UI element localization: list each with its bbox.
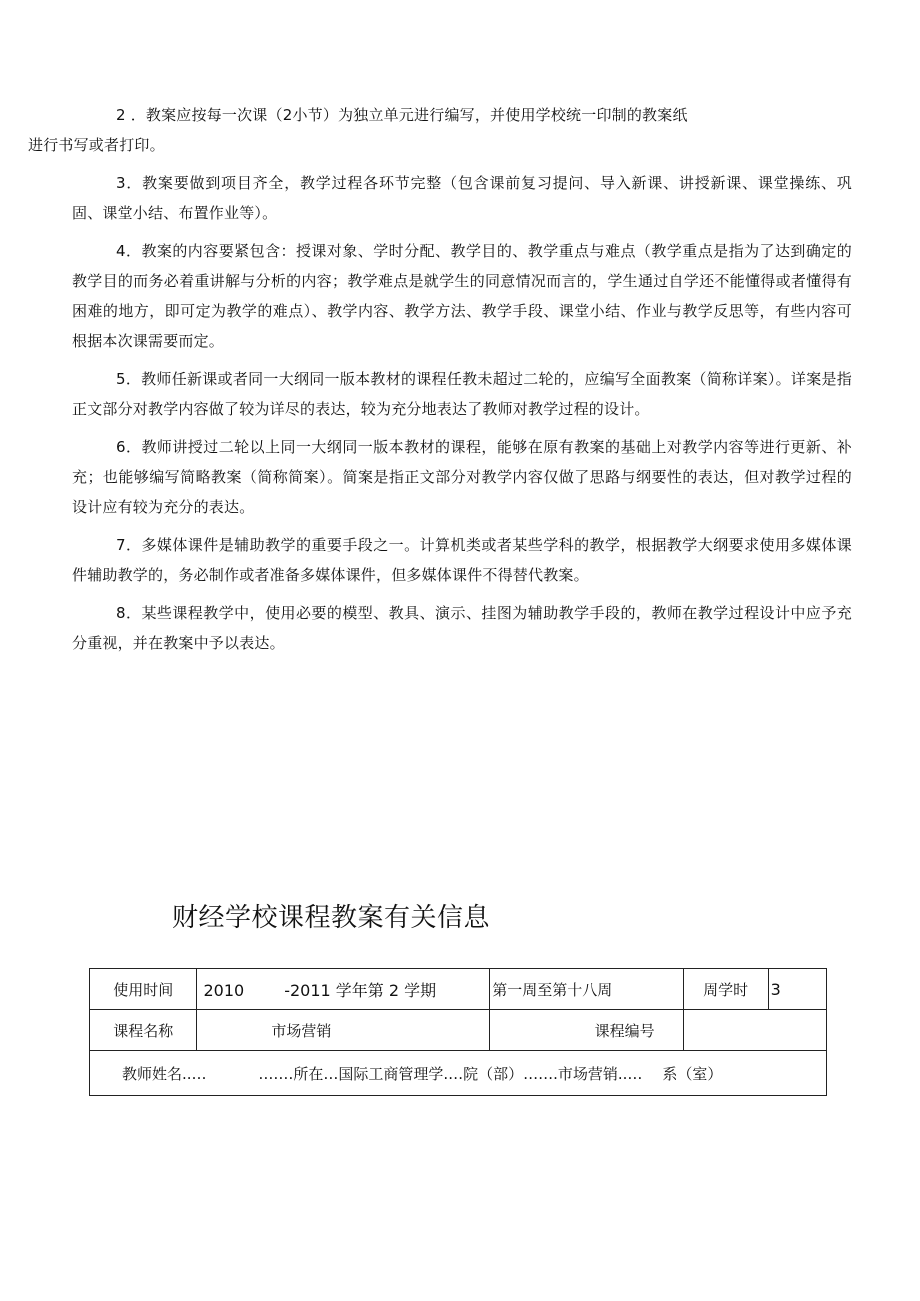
paragraph-3: 3．教案要做到项目齐全，教学过程各环节完整（包含课前复习提问、导入新课、讲授新课、课堂操练、巩固、课堂小结、布置作业等）。 [72, 174, 852, 222]
teacher-name-label: 教师姓名..… [122, 1064, 207, 1083]
paragraph-2-line-1: 2 ．教案应按每一次课（2小节）为独立单元进行编写，并使用学校统一印制的教案纸 [116, 106, 688, 124]
paragraph-6: 6．教师讲授过二轮以上同一大纲同一版本教材的课程，能够在原有教案的基础上对教学内容等进行更新、补充；也能够编写简略教案（简称简案）。简案是指正文部分对教学内容仅做了思路与纲要性的表达，但对教学过程的设计应有较为充分的表达。 [72, 438, 852, 516]
paragraph-2 [28, 100, 852, 160]
weekly-hours-label: 周学时 [683, 969, 768, 1010]
course-info-table [89, 968, 827, 1096]
table-row-usage [90, 969, 827, 1010]
year-start: 2010 [203, 980, 245, 1000]
weeks-range: 第一周至第十八周 [490, 969, 683, 1010]
course-name-label: 课程名称 [90, 1010, 197, 1051]
course-name-value: 市场营销 [197, 1010, 490, 1051]
table-row-teacher [90, 1051, 827, 1096]
teacher-department: .……所在…国际工商管理学.…院（部）…….市场营销..… [258, 1064, 643, 1083]
usage-time-label: 使用时间 [90, 969, 197, 1010]
teacher-info [90, 1051, 827, 1096]
weekly-hours-value: 3 [768, 969, 826, 1010]
table-row-course [90, 1010, 827, 1051]
paragraph-8: 8．某些课程教学中，使用必要的模型、教具、演示、挂图为辅助教学手段的，教师在教学过程设计中应予充分重视，并在教案中予以表达。 [72, 604, 852, 652]
course-code-label: 课程编号 [490, 1010, 683, 1051]
paragraph-7: 7．多媒体课件是辅助教学的重要手段之一。计算机类或者某些学科的教学，根据教学大纲要求使用多媒体课件辅助教学的，务必制作或者准备多媒体课件，但多媒体课件不得替代教案。 [72, 536, 852, 584]
info-title: 财经学校课程教案有关信息 [172, 903, 491, 933]
paragraph-2-line-2: 进行书写或者打印。 [28, 136, 165, 154]
paragraph-4: 4．教案的内容要紧包含：授课对象、学时分配、教学目的、教学重点与难点（教学重点是指为了达到确定的教学目的而务必着重讲解与分析的内容；教学难点是就学生的同意情况而言的，学生通过自学还不能懂得或者懂得有困难的地方，即可定为教学的难点）、教学内容、教学方法、教学手段、课堂小结、作业与教学反思等，有些内容可根据本次课需要而定。 [72, 242, 852, 350]
teacher-office-label: 系（室） [662, 1064, 723, 1083]
paragraph-5: 5．教师任新课或者同一大纲同一版本教材的课程任教未超过二轮的，应编写全面教案（简称详案）。详案是指正文部分对教学内容做了较为详尽的表达，较为充分地表达了教师对教学过程的设计。 [72, 370, 852, 418]
usage-time-value [197, 969, 490, 1010]
year-end: -2011 学年第 2 学期 [284, 980, 437, 1000]
document-body [28, 100, 852, 666]
course-code-value [683, 1010, 826, 1051]
